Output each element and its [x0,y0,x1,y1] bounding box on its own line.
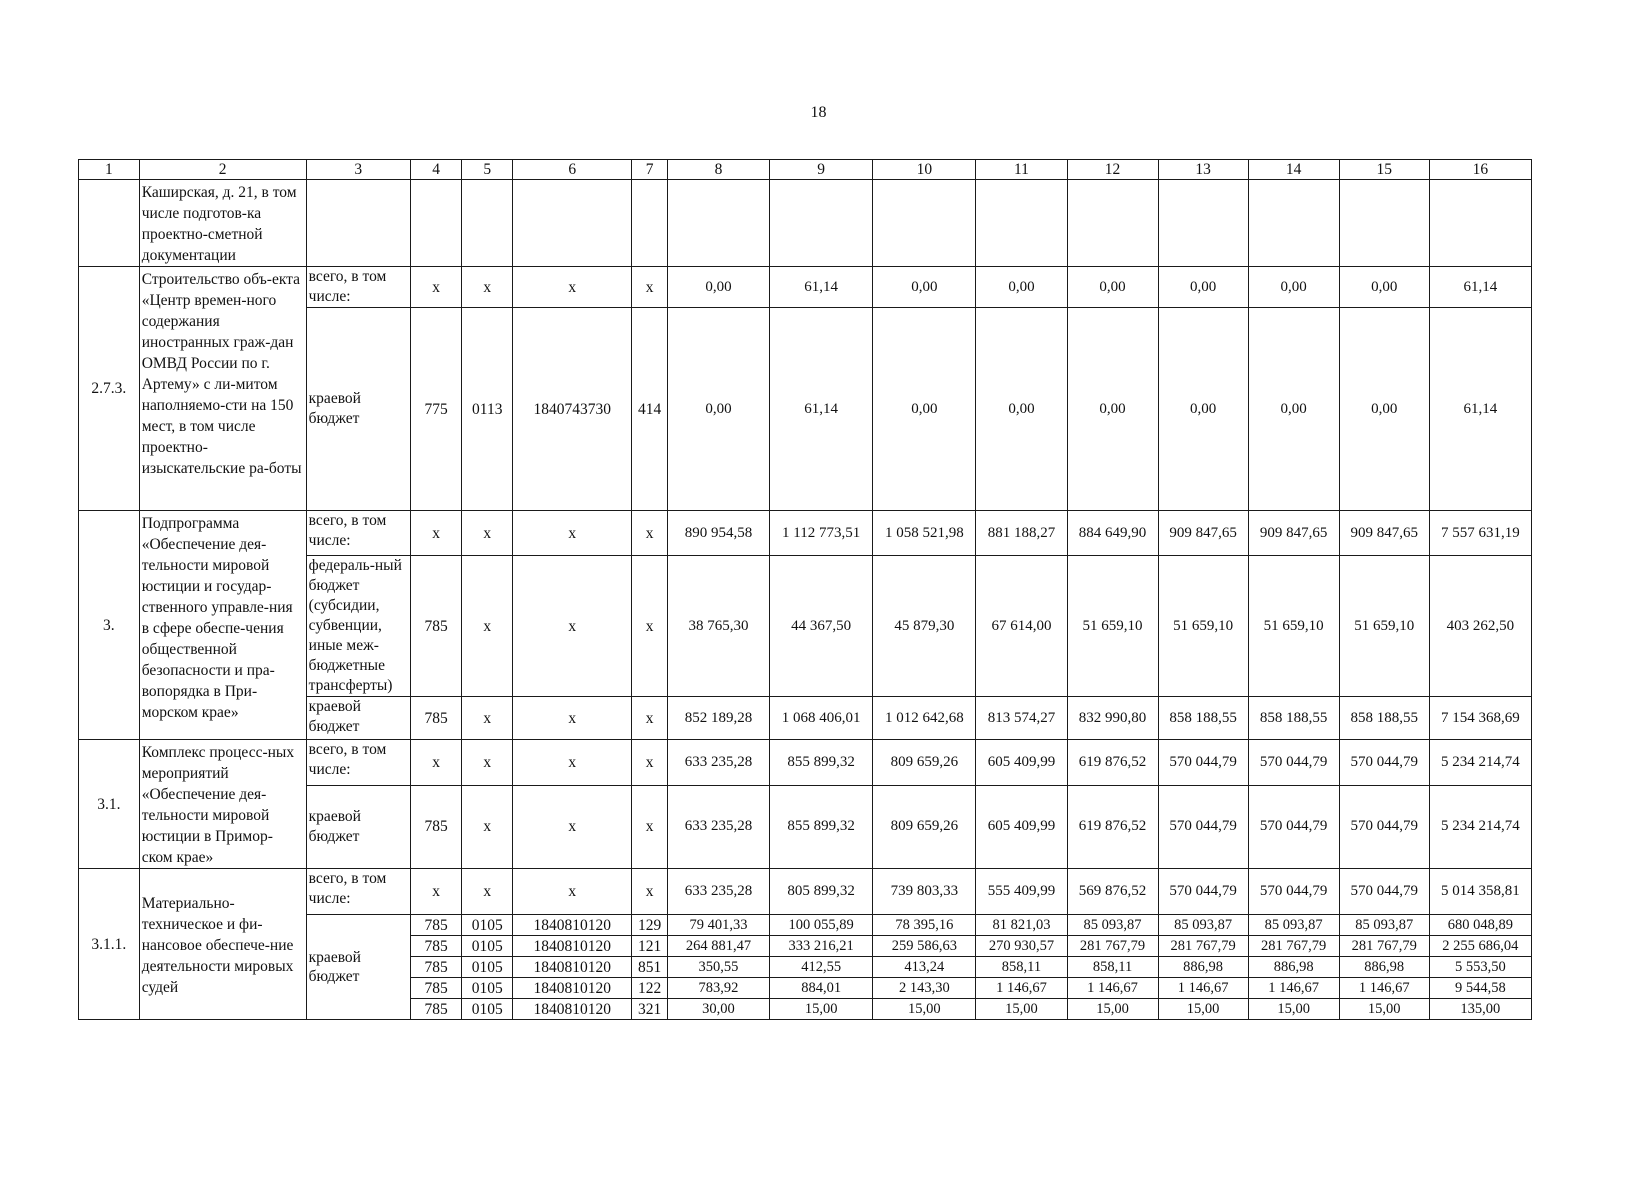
amount-cell: 0,00 [1339,267,1429,308]
funding-source: краевой бюджет [306,785,410,868]
amount-cell: 884 649,90 [1067,511,1158,556]
column-header: 14 [1248,160,1339,180]
column-header: 11 [976,160,1067,180]
column-header-row [79,160,1532,180]
cell: х [632,785,667,868]
table-row [79,869,1532,915]
cell: 785 [410,999,462,1020]
cell: х [462,697,513,740]
cell: х [513,267,632,308]
amount-cell: 605 409,99 [976,785,1067,868]
amount-cell: 413,24 [873,957,976,978]
table-row [79,511,1532,556]
amount-cell: 0,00 [1248,308,1339,511]
amount-cell: 0,00 [667,267,769,308]
amount-cell: 813 574,27 [976,697,1067,740]
cell: х [513,511,632,556]
cell: х [513,556,632,697]
cell: 785 [410,785,462,868]
amount-cell: 350,55 [667,957,769,978]
amount-cell: 9 544,58 [1429,978,1531,999]
cell: 785 [410,936,462,957]
cell: х [513,697,632,740]
cell: 122 [632,978,667,999]
amount-cell: 1 146,67 [1067,978,1158,999]
amount-cell: 51 659,10 [1248,556,1339,697]
amount-cell: 858,11 [1067,957,1158,978]
budget-table [78,159,1532,1020]
amount-cell: 570 044,79 [1248,785,1339,868]
amount-cell: 570 044,79 [1158,869,1248,915]
amount-cell: 1 146,67 [1158,978,1248,999]
column-header: 6 [513,160,632,180]
funding-source: всего, в том числе: [306,511,410,556]
amount-cell: 809 659,26 [873,785,976,868]
amount-cell: 5 553,50 [1429,957,1531,978]
amount-cell: 570 044,79 [1339,869,1429,915]
amount-cell: 0,00 [1067,267,1158,308]
amount-cell: 884,01 [770,978,873,999]
amount-cell: 15,00 [1067,999,1158,1020]
amount-cell: 259 586,63 [873,936,976,957]
amount-cell: 30,00 [667,999,769,1020]
amount-cell: 0,00 [1158,308,1248,511]
amount-cell: 67 614,00 [976,556,1067,697]
cell: 0105 [462,999,513,1020]
amount-cell: 38 765,30 [667,556,769,697]
cell: 121 [632,936,667,957]
cell: х [410,511,462,556]
amount-cell: 7 154 368,69 [1429,697,1531,740]
cell: 0113 [462,308,513,511]
amount-cell: 805 899,32 [770,869,873,915]
amount-cell: 135,00 [1429,999,1531,1020]
cell: х [632,740,667,786]
cell: 785 [410,915,462,936]
amount-cell: 909 847,65 [1339,511,1429,556]
amount-cell: 281 767,79 [1158,936,1248,957]
table-row [79,267,1532,308]
amount-cell: 264 881,47 [667,936,769,957]
cell: х [632,869,667,915]
amount-cell: 0,00 [1339,308,1429,511]
funding-source: федераль-ный бюджет (субсидии, субвенции, иные меж-бюджетные трансферты) [306,556,410,697]
cell: х [462,869,513,915]
funding-source: краевой бюджет [306,697,410,740]
cell: 0105 [462,957,513,978]
amount-cell: 61,14 [1429,267,1531,308]
funding-source: всего, в том числе: [306,267,410,308]
amount-cell: 633 235,28 [667,740,769,786]
column-header: 4 [410,160,462,180]
amount-cell: 739 803,33 [873,869,976,915]
amount-cell: 2 143,30 [873,978,976,999]
amount-cell: 633 235,28 [667,869,769,915]
amount-cell: 51 659,10 [1339,556,1429,697]
amount-cell: 81 821,03 [976,915,1067,936]
cell: х [513,869,632,915]
column-header: 1 [79,160,140,180]
cell: х [410,869,462,915]
cell: 775 [410,308,462,511]
cell: 851 [632,957,667,978]
amount-cell: 886,98 [1158,957,1248,978]
amount-cell: 0,00 [1248,267,1339,308]
cell: х [410,740,462,786]
amount-cell: 281 767,79 [1339,936,1429,957]
cell: х [632,556,667,697]
funding-source: всего, в том числе: [306,740,410,786]
column-header: 7 [632,160,667,180]
column-header: 15 [1339,160,1429,180]
column-header: 8 [667,160,769,180]
amount-cell: 51 659,10 [1158,556,1248,697]
amount-cell: 909 847,65 [1158,511,1248,556]
amount-cell: 858 188,55 [1339,697,1429,740]
amount-cell: 78 395,16 [873,915,976,936]
amount-cell: 100 055,89 [770,915,873,936]
column-header: 13 [1158,160,1248,180]
column-header: 5 [462,160,513,180]
amount-cell: 281 767,79 [1248,936,1339,957]
amount-cell: 61,14 [1429,308,1531,511]
cell: 1840810120 [513,999,632,1020]
amount-cell: 45 879,30 [873,556,976,697]
amount-cell: 1 146,67 [976,978,1067,999]
column-header: 16 [1429,160,1531,180]
amount-cell: 0,00 [1158,267,1248,308]
amount-cell: 0,00 [976,267,1067,308]
amount-cell: 333 216,21 [770,936,873,957]
row-name: Каширская, д. 21, в том числе подготов-ка проектно-сметной документации [139,180,306,267]
amount-cell: 5 014 358,81 [1429,869,1531,915]
amount-cell: 909 847,65 [1248,511,1339,556]
amount-cell: 1 012 642,68 [873,697,976,740]
cell: 1840810120 [513,915,632,936]
amount-cell: 858,11 [976,957,1067,978]
amount-cell: 890 954,58 [667,511,769,556]
amount-cell: 5 234 214,74 [1429,785,1531,868]
amount-cell: 1 146,67 [1248,978,1339,999]
column-header: 10 [873,160,976,180]
amount-cell: 809 659,26 [873,740,976,786]
amount-cell: 0,00 [1067,308,1158,511]
amount-cell: 2 255 686,04 [1429,936,1531,957]
cell: 785 [410,697,462,740]
amount-cell: 281 767,79 [1067,936,1158,957]
cell: 1840810120 [513,978,632,999]
amount-cell: 85 093,87 [1339,915,1429,936]
funding-source: краевой бюджет [306,915,410,1020]
amount-cell: 832 990,80 [1067,697,1158,740]
amount-cell: 85 093,87 [1248,915,1339,936]
cell: х [462,740,513,786]
cell: 785 [410,978,462,999]
cell: х [513,740,632,786]
cell: х [462,267,513,308]
cell: х [632,267,667,308]
amount-cell: 0,00 [873,308,976,511]
cell: 785 [410,556,462,697]
amount-cell: 85 093,87 [1067,915,1158,936]
amount-cell: 61,14 [770,267,873,308]
amount-cell: 61,14 [770,308,873,511]
table-row [79,740,1532,786]
column-header: 3 [306,160,410,180]
column-header: 2 [139,160,306,180]
page-number: 18 [810,104,827,121]
amount-cell: 44 367,50 [770,556,873,697]
amount-cell: 783,92 [667,978,769,999]
amount-cell: 79 401,33 [667,915,769,936]
funding-source: всего, в том числе: [306,869,410,915]
amount-cell: 569 876,52 [1067,869,1158,915]
amount-cell: 85 093,87 [1158,915,1248,936]
cell: 0105 [462,915,513,936]
amount-cell: 5 234 214,74 [1429,740,1531,786]
amount-cell: 270 930,57 [976,936,1067,957]
cell: х [632,697,667,740]
amount-cell: 570 044,79 [1248,869,1339,915]
amount-cell: 570 044,79 [1339,740,1429,786]
cell: х [462,556,513,697]
table-row [79,180,1532,267]
amount-cell: 855 899,32 [770,785,873,868]
cell: х [513,785,632,868]
row-code: 2.7.3. [79,267,140,511]
amount-cell: 881 188,27 [976,511,1067,556]
amount-cell: 605 409,99 [976,740,1067,786]
amount-cell: 1 058 521,98 [873,511,976,556]
cell: 0105 [462,978,513,999]
cell: 1840810120 [513,957,632,978]
amount-cell: 15,00 [976,999,1067,1020]
amount-cell: 855 899,32 [770,740,873,786]
amount-cell: 1 068 406,01 [770,697,873,740]
cell: х [410,267,462,308]
amount-cell: 1 146,67 [1339,978,1429,999]
row-code [79,180,140,267]
cell: 785 [410,957,462,978]
row-name: Подпрограмма «Обеспечение дея-тельности мировой юстиции и государ-ственного управле-ния в сфере обеспе-чения общественной безопасности и пра-вопорядка в При-морском крае» [139,511,306,740]
amount-cell: 0,00 [873,267,976,308]
amount-cell: 858 188,55 [1158,697,1248,740]
amount-cell: 858 188,55 [1248,697,1339,740]
row-name: Материально-техническое и фи-нансовое обеспече-ние деятельности мировых судей [139,869,306,1020]
amount-cell: 555 409,99 [976,869,1067,915]
amount-cell: 0,00 [667,308,769,511]
cell: х [462,511,513,556]
amount-cell: 619 876,52 [1067,785,1158,868]
amount-cell: 15,00 [873,999,976,1020]
column-header: 9 [770,160,873,180]
amount-cell: 852 189,28 [667,697,769,740]
funding-source: краевой бюджет [306,308,410,511]
cell: х [462,785,513,868]
amount-cell: 886,98 [1248,957,1339,978]
cell: 1840743730 [513,308,632,511]
row-code: 3.1.1. [79,869,140,1020]
amount-cell: 15,00 [770,999,873,1020]
amount-cell: 1 112 773,51 [770,511,873,556]
amount-cell: 570 044,79 [1248,740,1339,786]
amount-cell: 619 876,52 [1067,740,1158,786]
amount-cell: 51 659,10 [1067,556,1158,697]
row-name: Строительство объ-екта «Центр времен-ного содержания иностранных граж-дан ОМВД России по г. Артему» с ли-митом наполняемо-сти на 150 мест, в том числе проектно-изыскательские ра-боты [139,267,306,511]
row-code: 3.1. [79,740,140,869]
cell: 1840810120 [513,936,632,957]
amount-cell: 15,00 [1158,999,1248,1020]
cell: 0105 [462,936,513,957]
amount-cell: 7 557 631,19 [1429,511,1531,556]
row-name: Комплекс процесс-ных мероприятий «Обеспечение дея-тельности мировой юстиции в Примор-ском крае» [139,740,306,869]
cell: 129 [632,915,667,936]
amount-cell: 15,00 [1339,999,1429,1020]
amount-cell: 412,55 [770,957,873,978]
amount-cell: 0,00 [976,308,1067,511]
cell: 321 [632,999,667,1020]
row-code: 3. [79,511,140,740]
cell: 414 [632,308,667,511]
amount-cell: 633 235,28 [667,785,769,868]
amount-cell: 15,00 [1248,999,1339,1020]
amount-cell: 570 044,79 [1158,785,1248,868]
amount-cell: 570 044,79 [1339,785,1429,868]
column-header: 12 [1067,160,1158,180]
amount-cell: 570 044,79 [1158,740,1248,786]
amount-cell: 680 048,89 [1429,915,1531,936]
cell: х [632,511,667,556]
amount-cell: 403 262,50 [1429,556,1531,697]
amount-cell: 886,98 [1339,957,1429,978]
